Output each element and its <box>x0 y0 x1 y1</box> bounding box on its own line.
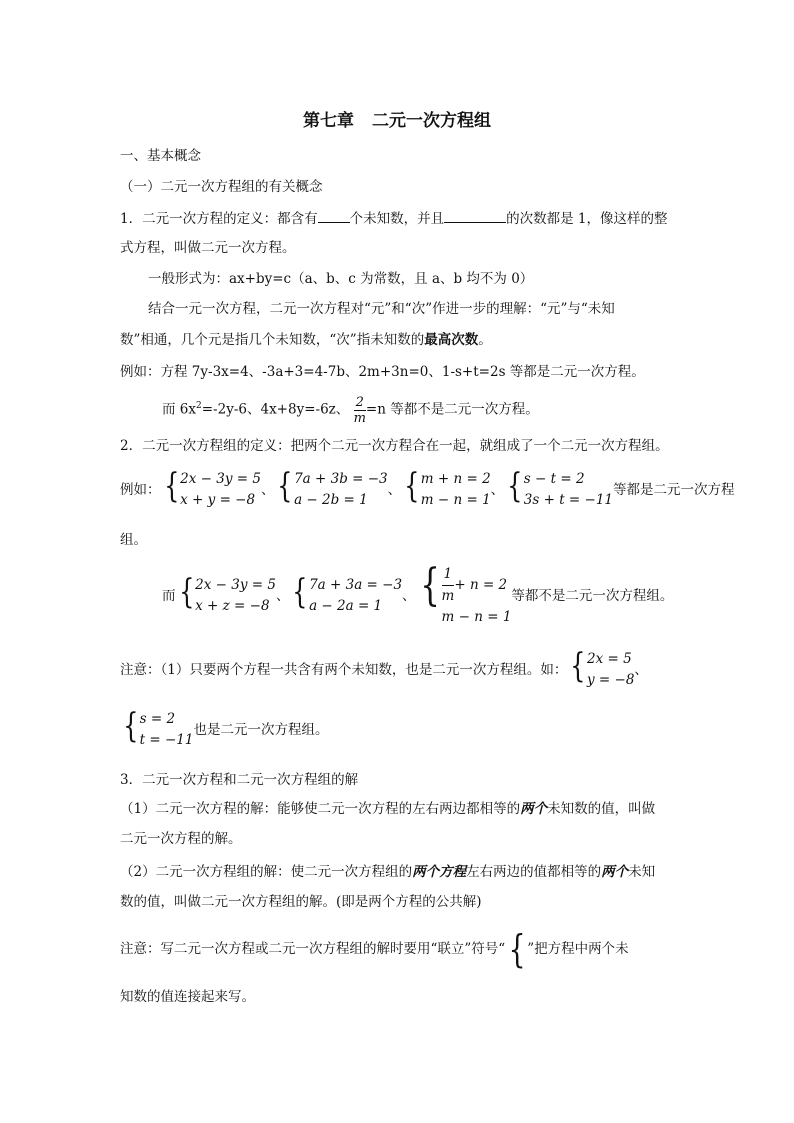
definition-2: 2．二元一次方程组的定义：把两个二元一次方程合在一起，就组成了一个二元一次方程组。 <box>120 438 669 454</box>
definition-1-line-1: 1．二元一次方程的定义：都含有 个未知数，并且 的次数都是 1，像这样的整 <box>120 208 667 229</box>
equation-system: { 7a + 3a = −3 a − 2a = 1 <box>292 572 403 614</box>
solution-1-line-1: （1）二元一次方程的解：能够使二元一次方程的左右两边都相等的两个未知数的值，叫做 <box>120 801 656 817</box>
page-title <box>0 106 794 131</box>
example-equations: 例如：方程 7y-3x=4、-3a+3=4-7b、2m+3n=0、1-s+t=2s 等都是二元一次方程。 <box>120 364 645 380</box>
equation-system: { $\frac{1}{m}$ + n = 2 m − n = 1 <box>419 560 512 625</box>
equation-system: { s − t = 2 3s + t = −11 <box>507 466 614 508</box>
section-heading: 一、基本概念 <box>120 148 201 164</box>
equation-system: { s = 2 t = −11 <box>123 706 194 748</box>
explanation-line-2: 数”相通，几个元是指几个未知数，“次”指未知数的最高次数。 <box>120 332 492 348</box>
note-1: 注意：（1）只要两个方程一共含有两个未知数，也是二元一次方程组。如： { 2x = 5 y = −8 、 <box>120 646 648 694</box>
chapter-number: 第七章 <box>303 111 354 131</box>
solution-2-line-2: 数的值，叫做二元一次方程组的解。(即是两个方程的公共解) <box>120 894 482 910</box>
example-systems-wrap: 组。 <box>120 532 147 548</box>
equation-system: { m + n = 2 m − n = 1 <box>404 466 491 508</box>
equation-system: { 7a + 3b = −3 a − 2b = 1 <box>277 466 388 508</box>
equation-system: { 2x − 3y = 5 x + z = −8 <box>178 572 276 614</box>
fill-blank <box>444 208 506 223</box>
solution-2-line-1: （2）二元一次方程组的解：使二元一次方程组的两个方程左右两边的值都相等的两个未知 <box>120 864 656 880</box>
equation-system: { 2x = 5 y = −8 <box>570 646 635 688</box>
non-example-equations: 而 $6x^2=-2y-6$、4x+8y=-6z、 $\frac{2}{m}$ =n 等都不是二元一次方程。 <box>162 394 539 426</box>
solution-1-line-2: 二元一次方程的解。 <box>120 831 242 847</box>
fraction: $\frac{2}{m}$ <box>353 394 366 426</box>
note-1-cont: { s = 2 t = −11 也是二元一次方程组。 <box>120 706 328 754</box>
note-2-line-1: 注意：写二元一次方程或二元一次方程组的解时要用“联立”符号“ { ”把方程中两个未 <box>120 927 629 971</box>
chapter-name: 二元一次方程组 <box>372 111 491 131</box>
non-example-systems: 而 { 2x − 3y = 5 x + z = −8 、 { 7a + 3a = −3 a − 2a = 1 、 { $\frac{1}{m}$ + n = 2 m − n = 1 等都不是二元一次方程组。 <box>162 568 673 624</box>
brace-symbol: { <box>508 927 526 971</box>
example-systems: 例如： { 2x − 3y = 5 x + y = −8 、 { 7a + 3b = −3 a − 2b = 1 、 { m + n = 2 m − n = 1 、 { s − t = 2 3s + t = −11 等都是二元一次方程 <box>120 466 735 514</box>
equation-system: { 2x − 3y = 5 x + y = −8 <box>163 466 261 508</box>
explanation-line-1: 结合一元一次方程，二元一次方程对“元”和“次”作进一步的理解：“元”与“未知 <box>148 301 615 317</box>
note-2-line-2: 知数的值连接起来写。 <box>120 989 255 1005</box>
general-form: 一般形式为：ax+by=c（a、b、c 为常数，且 a、b 均不为 0） <box>148 271 534 287</box>
item-3-heading: 3．二元一次方程和二元一次方程组的解 <box>120 772 359 788</box>
subsection-heading: （一）二元一次方程组的有关概念 <box>120 179 323 195</box>
fill-blank <box>318 208 350 223</box>
highlight-text: 最高次数 <box>424 332 479 348</box>
definition-1-line-2: 式方程，叫做二元一次方程。 <box>120 240 296 256</box>
